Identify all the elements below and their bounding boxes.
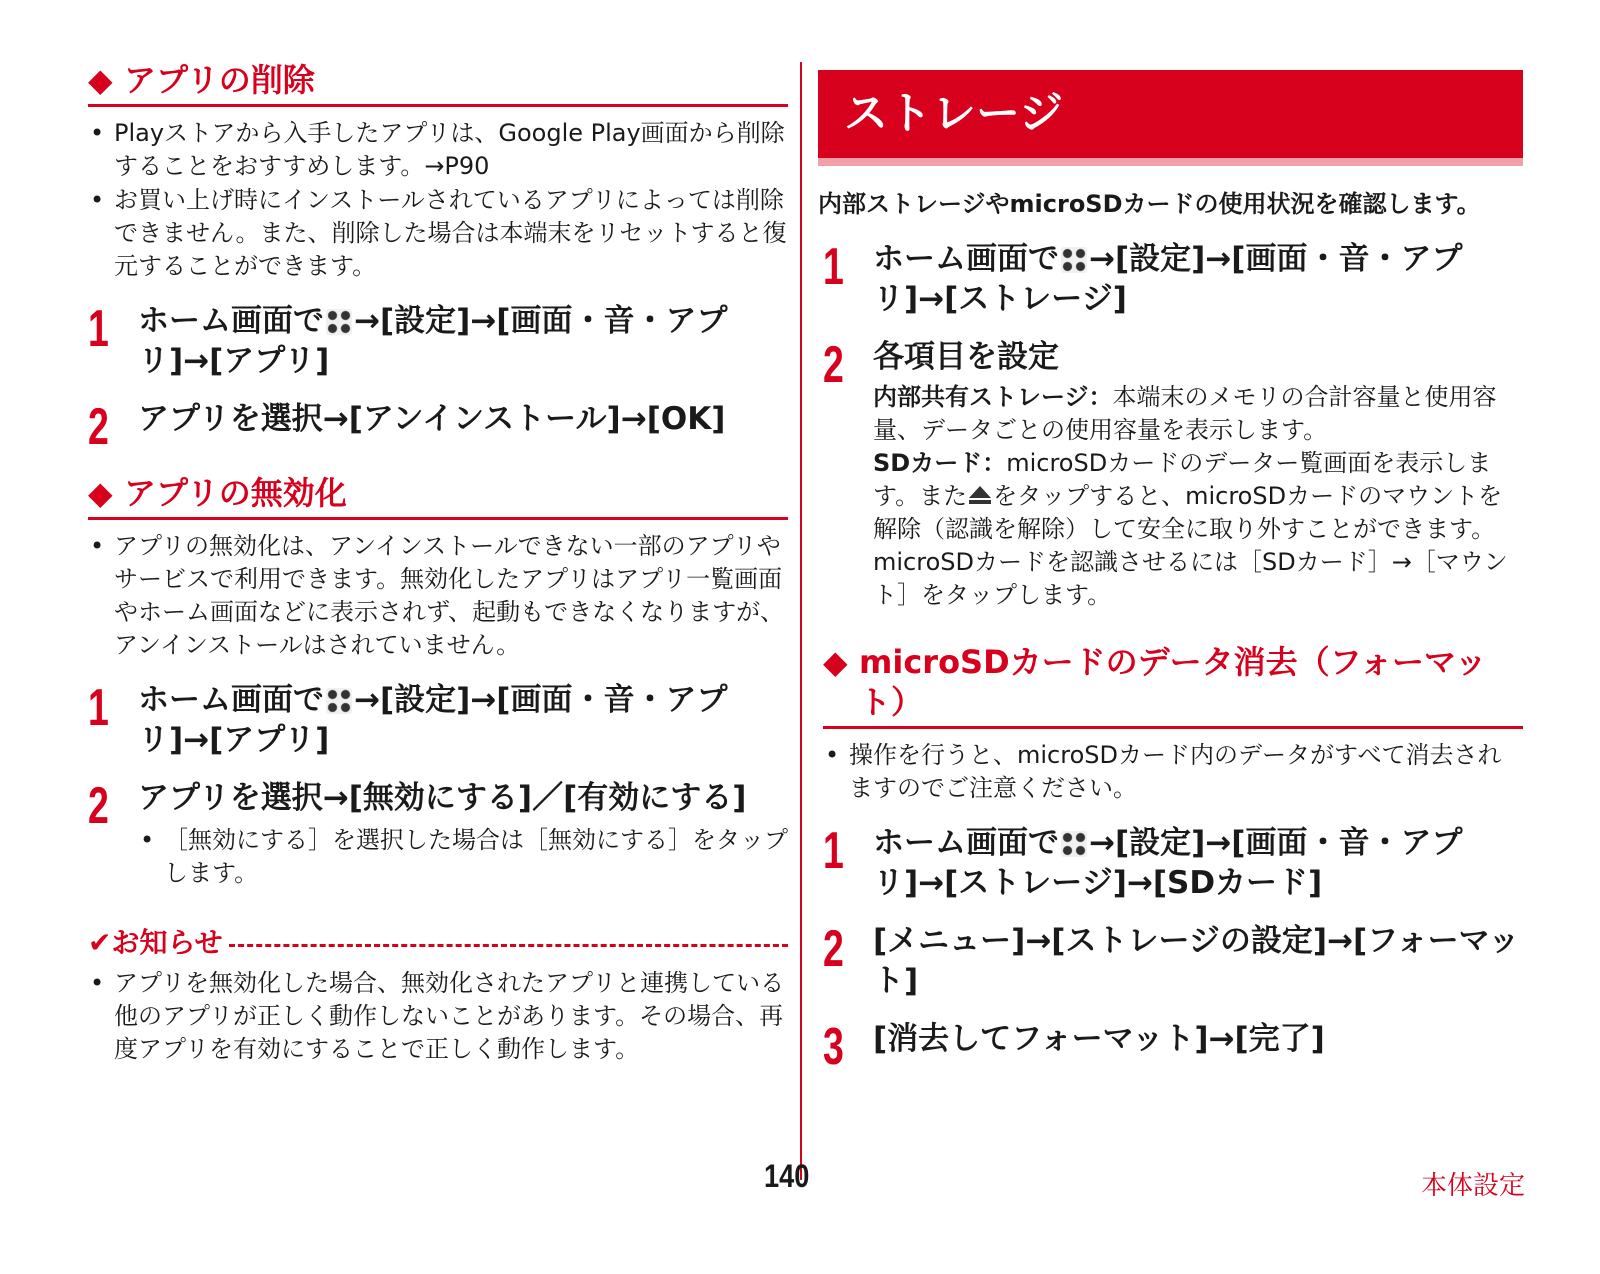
step-number: 1	[823, 822, 844, 880]
step-3	[823, 1019, 1523, 1075]
step-number: 2	[823, 336, 844, 394]
step-1	[88, 680, 788, 760]
step-2	[823, 921, 1523, 1001]
notice-header	[88, 921, 788, 961]
list-item: • アプリを無効化した場合、無効化されたアプリと連携している他のアプリが正しく動作しないことがあります。その場合、再度アプリを有効にすることで正しく動作します。	[90, 969, 785, 1063]
page-category: 本体設定	[1420, 1171, 1525, 1201]
bullet-list	[823, 739, 1523, 805]
list-item: • お買い上げ時にインストールされているアプリによっては削除できません。また、削除した場合は本端末をリセットすると復元することができます。	[90, 186, 787, 280]
intro-text: 内部ストレージやmicroSDカードの使用状況を確認します。	[818, 190, 1481, 218]
step-text: 各項目を設定	[873, 339, 1059, 375]
diamond-icon: ◆	[823, 643, 848, 681]
step-text: ホーム画面で →[設定]→[画面・音・アプリ]→[ストレージ]	[873, 241, 1463, 317]
apps-grid-icon	[326, 688, 352, 714]
left-column	[88, 60, 788, 1067]
step-text: [消去してフォーマット]→[完了]	[873, 1021, 1325, 1057]
section-title-text: アプリの削除	[124, 61, 315, 99]
step-number: 2	[88, 777, 109, 835]
list-item: • 操作を行うと、microSDカード内のデータがすべて消去されますのでご注意ください。	[825, 741, 1502, 802]
bullet-list	[88, 967, 788, 1066]
step-text: ホーム画面で →[設定]→[画面・音・アプリ]→[ストレージ]→[SDカード]	[873, 825, 1463, 901]
section-title-uninstall	[88, 60, 788, 107]
dashed-rule	[229, 944, 788, 947]
item-internal-storage: 内部共有ストレージ：本端末のメモリの合計容量と使用容量、データごとの使用容量を表示します。	[873, 383, 1497, 444]
column-divider	[800, 62, 802, 1180]
step-2	[88, 399, 788, 455]
section-title-disable	[88, 473, 788, 520]
step-number: 2	[823, 920, 844, 978]
step-number: 1	[88, 679, 109, 737]
apps-grid-icon	[326, 309, 352, 335]
step-1	[823, 823, 1523, 903]
step-text: ホーム画面で →[設定]→[画面・音・アプリ]→[アプリ]	[138, 303, 728, 379]
list-item: • ［無効にする］を選択した場合は［無効にする］をタップします。	[140, 826, 788, 887]
right-column	[818, 60, 1523, 1076]
eject-icon	[967, 484, 993, 506]
apps-grid-icon	[1061, 831, 1087, 857]
apps-grid-icon	[1061, 247, 1087, 273]
step-text: アプリを選択→[無効にする]／[有効にする]	[138, 780, 747, 816]
section-title-format	[823, 642, 1523, 729]
step-number: 1	[88, 300, 109, 358]
bullet-list	[88, 530, 788, 662]
step-1	[88, 301, 788, 381]
step-text: アプリを選択→[アンインストール]→[OK]	[138, 401, 726, 437]
step-1	[823, 239, 1523, 319]
step-text: [メニュー]→[ストレージの設定]→[フォーマット]	[873, 923, 1520, 999]
section-title-text: アプリの無効化	[124, 474, 347, 512]
step-number: 2	[88, 398, 109, 456]
page-number: 140	[764, 1158, 810, 1194]
diamond-icon: ◆	[88, 474, 113, 512]
section-title-text: microSDカードのデータ消去（フォーマット）	[859, 643, 1487, 721]
bullet-list	[88, 117, 788, 283]
list-item: • Playストアから入手したアプリは、Google Play画面から削除することをおすすめします。→P90	[90, 119, 785, 180]
item-sd-card: SDカード：microSDカードのデーター覧画面を表示します。また をタップすると、microSDカードのマウントを解除（認識を解除）して安全に取り外すことができます。microSDカードを認識させるには［SDカード］→［マウント］をタップします。	[873, 449, 1508, 609]
step-text: ホーム画面で →[設定]→[画面・音・アプリ]→[アプリ]	[138, 682, 728, 758]
diamond-icon: ◆	[88, 61, 113, 99]
bullet-list	[138, 824, 788, 890]
step-number: 1	[823, 238, 844, 296]
chapter-banner: ストレージ	[818, 70, 1523, 166]
notice-label: ✔お知らせ	[88, 926, 223, 959]
step-2	[88, 778, 788, 891]
step-2	[823, 337, 1523, 612]
list-item: • アプリの無効化は、アンインストールできない一部のアプリやサービスで利用できます。無効化したアプリはアプリ一覧画面やホーム画面などに表示されず、起動もできなくなりますが、アンインストールはされていません。	[90, 532, 785, 659]
step-number: 3	[823, 1018, 844, 1076]
